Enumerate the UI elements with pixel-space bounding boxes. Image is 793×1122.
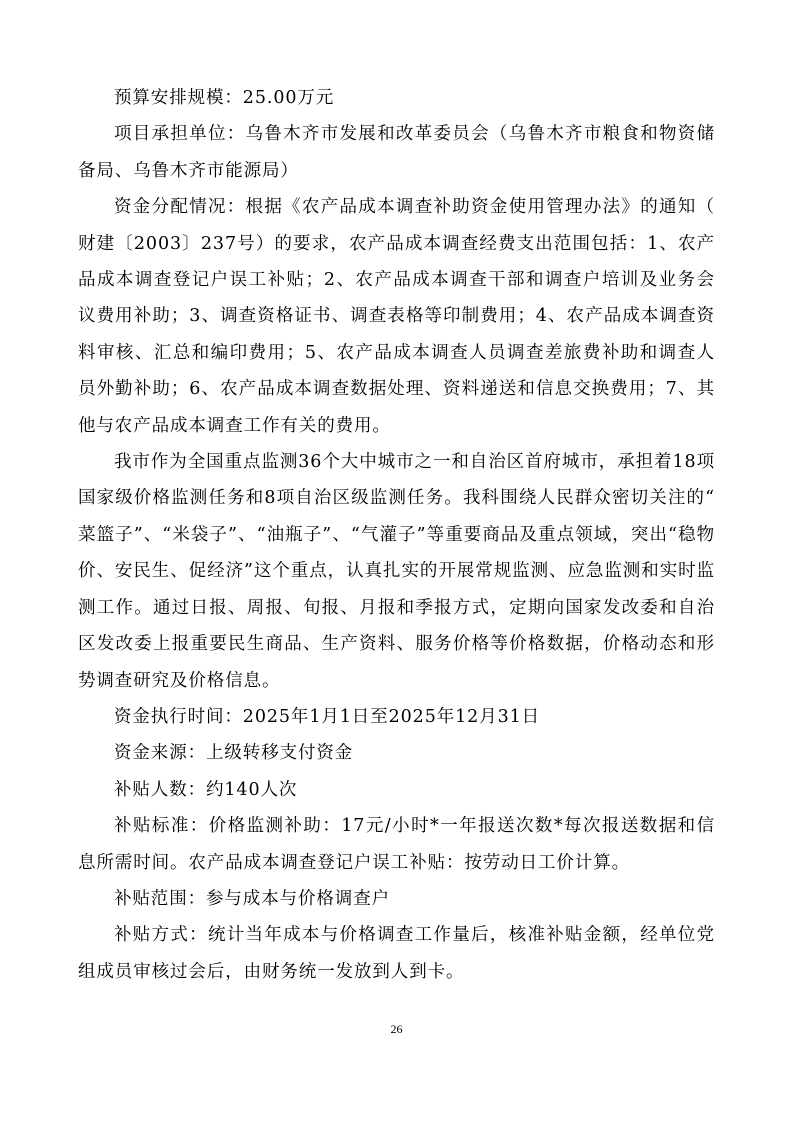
subsidy-scope-paragraph: 补贴范围：参与成本与价格调查户: [114, 888, 390, 909]
execution-time-paragraph: 资金执行时间：2025年1月1日至2025年12月31日: [114, 706, 541, 727]
fund-source-paragraph: 资金来源：上级转移支付资金: [114, 743, 354, 764]
project-unit-paragraph: 项目承担单位：乌鲁木齐市发展和改革委员会（乌鲁木齐市粮食和物资储备局、乌鲁木齐市能源局）: [78, 124, 715, 181]
fund-allocation-paragraph: 资金分配情况：根据《农产品成本调查补助资金使用管理办法》的通知（财建〔2003〕237号）的要求，农产品成本调查经费支出范围包括：1、农产品成本调查登记户误工补贴；2、农产品成本调查干部和调查户培训及业务会议费用补助；3、调查资格证书、调查表格等印制费用；4、农产品成本调查资料审核、汇总和编印费用；5、农产品成本调查人员调查差旅费补助和调查人员外勤补助；6、农产品成本调查数据处理、资料递送和信息交换费用；7、其他与农产品成本调查工作有关的费用。: [78, 197, 715, 436]
price-monitoring-paragraph: 我市作为全国重点监测36个大中城市之一和自治区首府城市，承担着18项国家级价格监测任务和8项自治区级监测任务。我科围绕人民群众密切关注的“菜篮子”、“米袋子”、“油瓶子”、“气灌子”等重要商品及重点领域，突出“稳物价、安民生、促经济”这个重点，认真扎实的开展常规监测、应急监测和实时监测工作。通过日报、周报、旬报、月报和季报方式，定期向国家发改委和自治区发改委上报重要民生商品、生产资料、服务价格等价格数据，价格动态和形势调查研究及价格信息。: [78, 452, 715, 691]
budget-scale-paragraph: 预算安排规模：25.00万元: [114, 88, 335, 108]
subsidy-standard-paragraph: 补贴标准：价格监测补助：17元/小时*一年报送次数*每次报送数据和信息所需时间。农产品成本调查登记户误工补贴：按劳动日工价计算。: [78, 816, 715, 873]
document-body: [78, 80, 715, 990]
subsidy-method-paragraph: 补贴方式：统计当年成本与价格调查工作量后，核准补贴金额，经单位党组成员审核过会后，由财务统一发放到人到卡。: [78, 925, 715, 982]
page-number: 26: [390, 1022, 403, 1036]
subsidy-count-paragraph: 补贴人数：约140人次: [114, 779, 298, 800]
